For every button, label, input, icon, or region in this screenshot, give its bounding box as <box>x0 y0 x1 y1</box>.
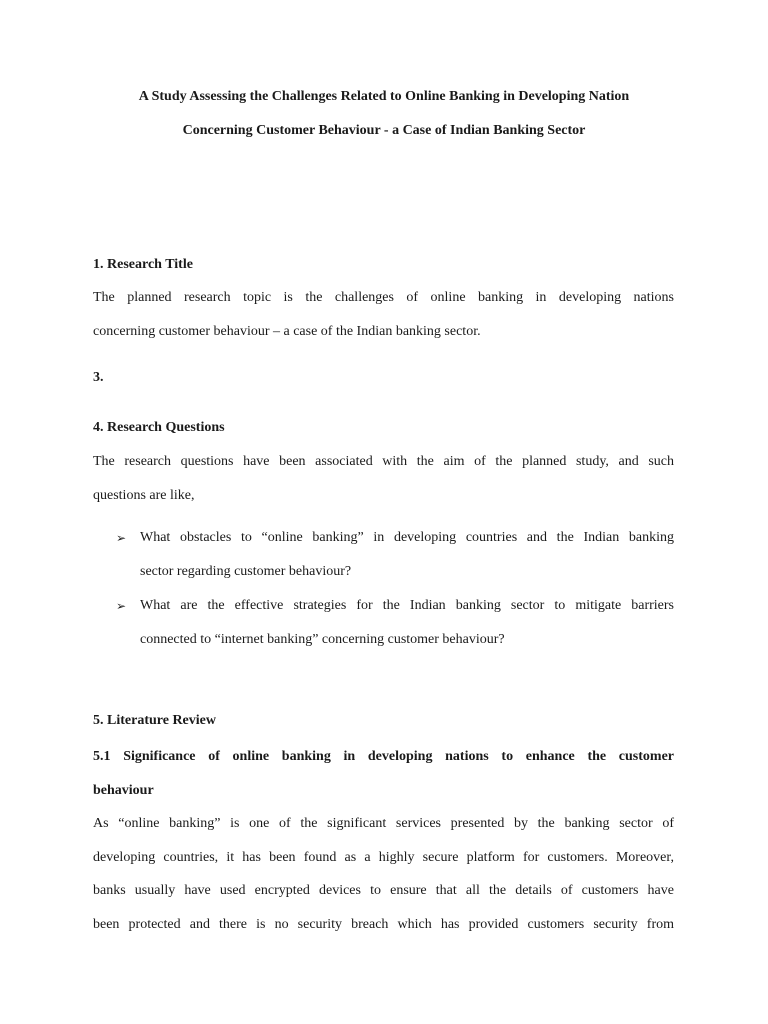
section-4-heading: 4. Research Questions <box>93 420 225 435</box>
section-5-paragraph-line: banks usually have used encrypted devices to ensure that all the details of customers have <box>93 883 674 898</box>
bullet-item-line: sector regarding customer behaviour? <box>140 564 352 579</box>
section-1-heading: 1. Research Title <box>93 257 193 272</box>
section-5-paragraph-line: As “online banking” is one of the significant services presented by the banking sector of <box>93 816 674 831</box>
section-5-1-subheading-line: behaviour <box>93 783 154 798</box>
bullet-item-line: connected to “internet banking” concerning customer behaviour? <box>140 632 505 647</box>
section-1-paragraph-line: The planned research topic is the challenges of online banking in developing nations <box>93 290 674 305</box>
section-3-heading: 3. <box>93 370 104 385</box>
bullet-item-line: What obstacles to “online banking” in developing countries and the Indian banking <box>140 530 674 545</box>
arrow-bullet-icon: ➢ <box>116 599 127 613</box>
bullet-item-line: What are the effective strategies for the Indian banking sector to mitigate barriers <box>140 598 674 613</box>
section-5-heading: 5. Literature Review <box>93 713 216 728</box>
section-1-paragraph-line: concerning customer behaviour – a case of the Indian banking sector. <box>93 324 481 339</box>
section-5-paragraph-line: been protected and there is no security breach which has provided customers security from <box>93 917 674 932</box>
section-4-paragraph-line: questions are like, <box>93 488 195 503</box>
document-title-line-2: Concerning Customer Behaviour - a Case of Indian Banking Sector <box>182 123 586 138</box>
section-5-paragraph-line: developing countries, it has been found as a highly secure platform for customers. Moreover, <box>93 850 674 865</box>
section-5-1-subheading-line: 5.1 Significance of online banking in developing nations to enhance the customer <box>93 749 674 764</box>
section-4-paragraph-line: The research questions have been associated with the aim of the planned study, and such <box>93 454 674 469</box>
arrow-bullet-icon: ➢ <box>116 531 127 545</box>
document-title-line-1: A Study Assessing the Challenges Related to Online Banking in Developing Nation <box>138 89 630 104</box>
